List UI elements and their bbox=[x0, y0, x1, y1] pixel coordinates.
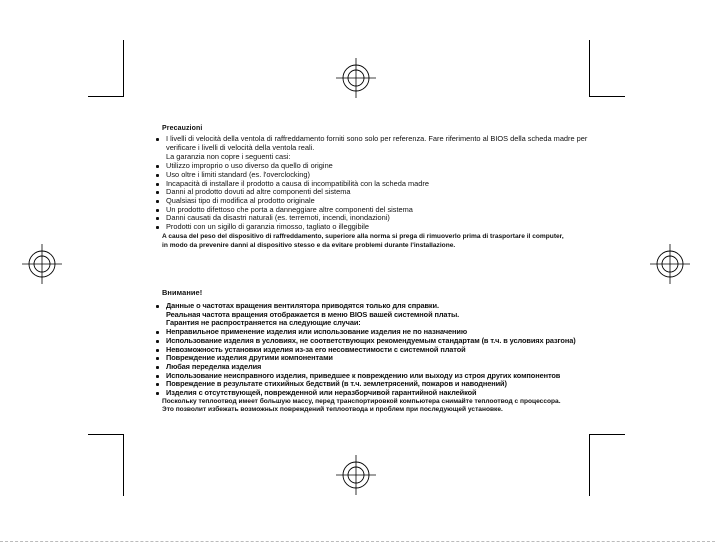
list-item: Любая переделка изделия bbox=[162, 363, 582, 372]
list-item: Un prodotto difettoso che porta a danneggiare altre componenti del sistema bbox=[162, 206, 572, 215]
list-item: Qualsiasi tipo di modifica al prodotto originale bbox=[162, 197, 572, 206]
list-item: Использование изделия в условиях, не соответствующих рекомендуемым стандартам (в т.ч. в условиях разгона) bbox=[162, 337, 582, 346]
italian-list bbox=[162, 134, 588, 171]
list-item: Использование неисправного изделия, приведшее к повреждению или выходу из строя других компонентов bbox=[162, 372, 582, 381]
russian-note-line-2: Это позволит избежать возможных повреждений теплоотвода и проблем при последующей установке. bbox=[162, 405, 503, 413]
crop-mark-top-left-vertical bbox=[123, 40, 124, 96]
crop-mark-bottom-right-vertical bbox=[589, 434, 590, 496]
italian-list-small bbox=[162, 171, 572, 188]
list-item: Danni al prodotto dovuti ad altre componenti del sistema bbox=[162, 188, 572, 197]
italian-list-continued bbox=[162, 188, 572, 223]
list-item: Данные о частотах вращения вентилятора приводятся только для справки. bbox=[162, 302, 582, 311]
russian-note-line-1: Поскольку теплоотвод имеет большую массу, перед транспортировкой компьютера снимайте теплоотвод с процессора. bbox=[162, 397, 561, 405]
list-item: Повреждение в результате стихийных бедствий (в т.ч. землетрясений, пожаров и наводнений) bbox=[162, 380, 582, 389]
list-item: Повреждение изделия другими компонентами bbox=[162, 354, 582, 363]
list-item: I livelli di velocità della ventola di raffreddamento forniti sono solo per referenza. Fare riferimento al BIOS della scheda madre per bbox=[162, 135, 572, 144]
russian-list bbox=[162, 302, 582, 398]
crop-mark-bottom-right-horizontal bbox=[589, 434, 625, 435]
italian-list-last bbox=[162, 223, 572, 232]
registration-mark-left bbox=[22, 244, 62, 284]
list-item: La garanzia non copre i seguenti casi: bbox=[166, 152, 291, 162]
crop-mark-bottom-left-vertical bbox=[123, 434, 124, 496]
registration-mark-top bbox=[336, 58, 376, 98]
list-item: verificare i livelli di velocità della ventola reali. bbox=[166, 142, 315, 152]
list-item: Danni causati da disastri naturali (es. terremoti, incendi, inondazioni) bbox=[162, 214, 572, 223]
registration-mark-bottom bbox=[336, 455, 376, 495]
crop-mark-top-left-horizontal bbox=[88, 96, 124, 97]
trim-dashed-line bbox=[0, 541, 715, 542]
italian-heading: Precauzioni bbox=[162, 125, 203, 132]
russian-section bbox=[162, 288, 582, 414]
list-item: Uso oltre i limiti standard (es. l'overclocking) bbox=[162, 171, 572, 180]
list-item: Изделия с отсутствующей, поврежденной или неразборчивой гарантийной наклейкой bbox=[162, 389, 582, 398]
italian-note-line-1: A causa del peso del dispositivo di raffreddamento, superiore alla norma si prega di rimuoverlo prima di trasportare il computer, bbox=[162, 232, 564, 240]
crop-mark-top-right-vertical bbox=[589, 40, 590, 96]
russian-heading: Внимание! bbox=[162, 288, 203, 297]
list-item: Incapacità di installare il prodotto a causa di incompatibilità con la scheda madre bbox=[162, 180, 572, 189]
italian-section bbox=[162, 125, 588, 250]
italian-note-line-2: in modo da prevenire danni al dispositivo stesso e da evitare problemi durante l'installazione. bbox=[162, 241, 456, 249]
list-item: Utilizzo improprio o uso diverso da quello di origine bbox=[162, 162, 572, 171]
crop-mark-bottom-left-horizontal bbox=[88, 434, 124, 435]
crop-mark-top-right-horizontal bbox=[589, 96, 625, 97]
list-item: Реальная частота вращения отображается в меню BIOS вашей системной платы. bbox=[166, 309, 460, 319]
list-item: Неправильное применение изделия или использование изделия не по назначению bbox=[162, 328, 582, 337]
registration-mark-right bbox=[650, 244, 690, 284]
list-item: Prodotti con un sigillo di garanzia rimosso, tagliato o illeggibile bbox=[162, 223, 572, 232]
list-item: Гарантия не распространяется на следующие случаи: bbox=[166, 318, 361, 328]
list-item: Невозможность установки изделия из-за его несовместимости с системной платой bbox=[162, 346, 582, 355]
